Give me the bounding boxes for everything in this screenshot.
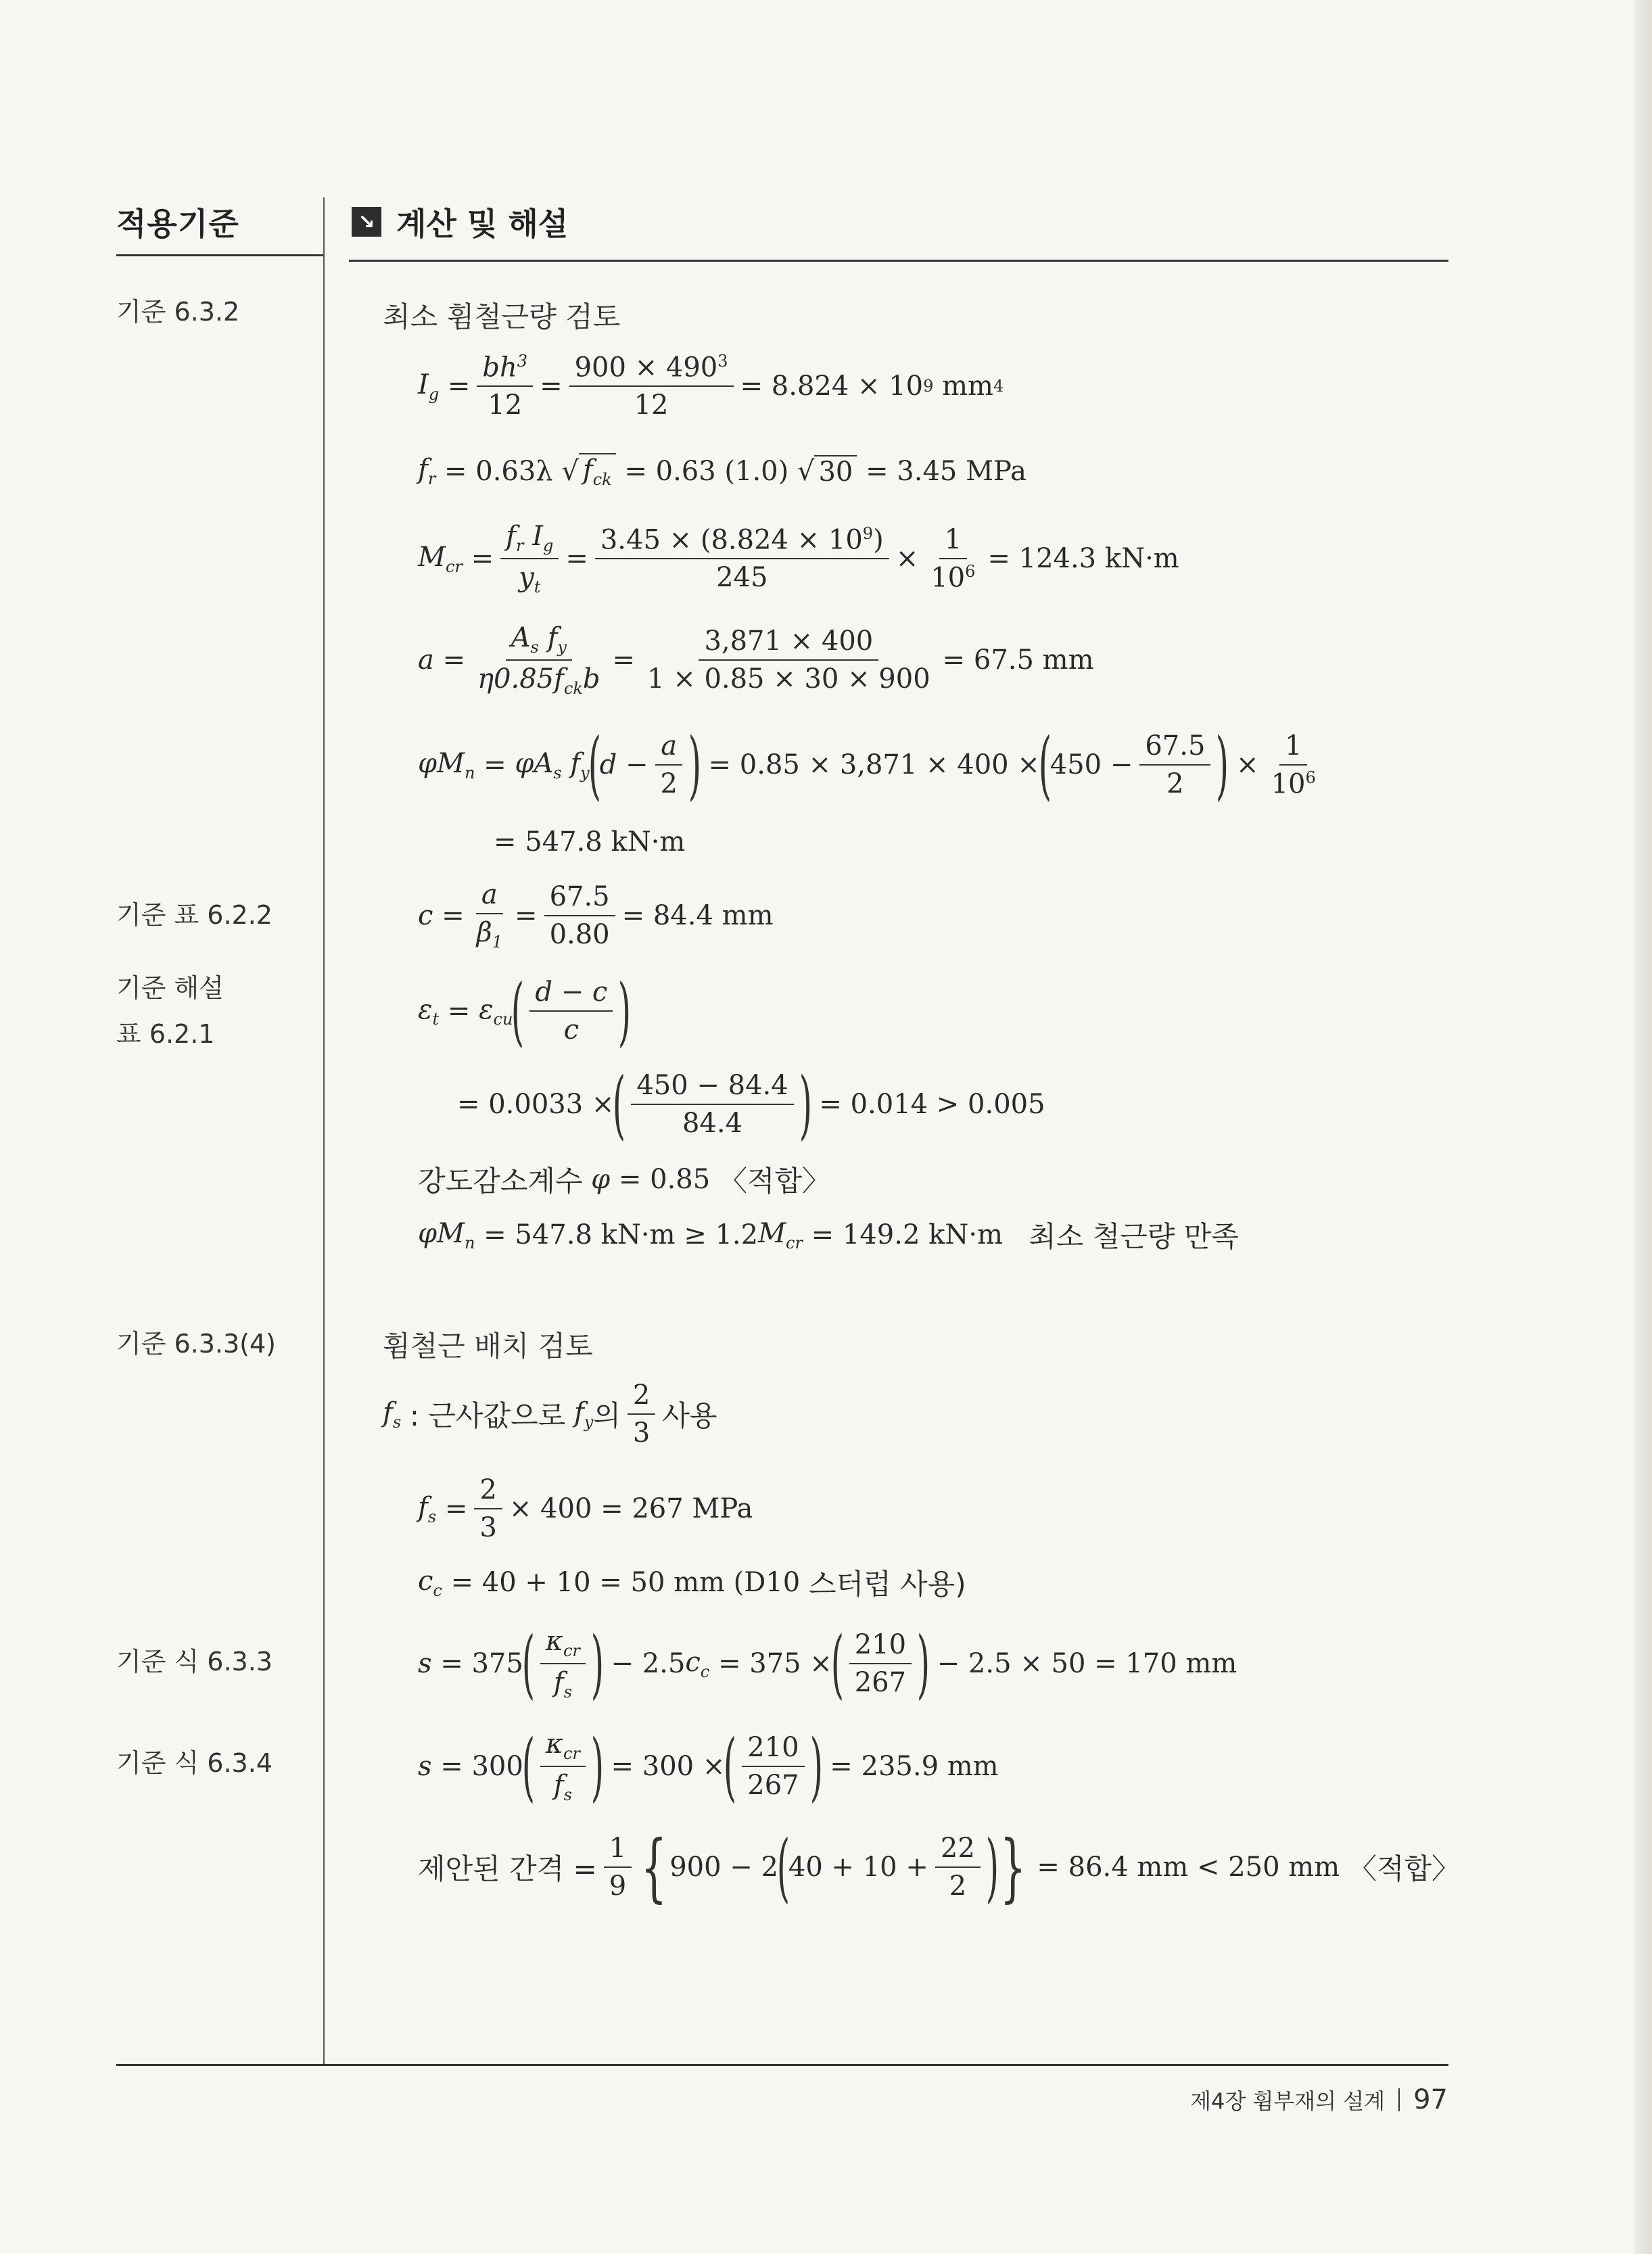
ref-6-3-3-4: 기준 6.3.3(4) — [116, 1329, 277, 1359]
eq-fs-note: $f_s$ : 근사값으로 $f_y$ 의 $\frac{2}{3}$ 사용 — [383, 1380, 717, 1449]
cc-text: = 40 + 10 = 50 mm (D10 — [450, 1567, 801, 1598]
ref-table-6-2-1: 표 6.2.1 — [116, 1019, 215, 1049]
eq-c: c = $\frac{a}{\beta_1}$ = $\frac{67.5}{0.80}$ = 84.4 mm — [418, 879, 774, 952]
s1-den: 267 — [854, 1667, 907, 1698]
page-edge-shadow — [1634, 0, 1652, 2254]
right-header-rule — [349, 260, 1448, 262]
ref-table-6-2-2: 기준 표 6.2.2 — [116, 900, 273, 930]
phi-value: = 0.85 — [618, 1164, 711, 1195]
spacing-body: 900 − 2 — [669, 1852, 778, 1883]
mcr-den2: 245 — [716, 562, 768, 594]
eq-s1: s = 375 ( $\frac{\kappa_{cr}}{f_s}$ ) − 2.5 $c_c$ = 375 × ( $\frac{210}{267}$ ) − 2.5 × 50 = 170 mm — [418, 1620, 1237, 1707]
et-start: = 0.0033 × — [457, 1089, 615, 1120]
spacing-22: 22 — [935, 1833, 981, 1868]
eq-s2: s = 300 ( $\frac{\kappa_{cr}}{f_s}$ ) = 300 × ( $\frac{210}{267}$ ) = 235.9 mm — [418, 1723, 999, 1810]
c-result: = 84.4 mm — [621, 899, 774, 931]
spacing-label: 제안된 간격 = — [418, 1852, 597, 1885]
et-result: = 0.014 > 0.005 — [819, 1089, 1045, 1120]
spacing-2: 2 — [949, 1871, 967, 1902]
s2-num: 210 — [742, 1732, 804, 1767]
ig-frac2: $\frac{900 \times 490^3}{12}$ — [569, 352, 734, 421]
phimn-675: 67.5 — [1139, 730, 1210, 766]
s1-num: 210 — [849, 1629, 912, 1664]
eq-ig: $I_g$ = $\frac{bh^3}{12}$ = $\frac{900 \times 490^3}{12}$ = 8.824 × 10 9 mm 4 — [418, 352, 1004, 421]
left-header-rule — [116, 254, 325, 256]
ig-result: = 8.824 × 10 — [740, 371, 924, 402]
bottom-rule — [116, 2064, 1448, 2066]
check-rest: = 149.2 kN·m — [811, 1219, 1004, 1250]
eq-phi: 강도감소계수 φ = 0.85 〈적합〉 — [418, 1159, 830, 1200]
fr-sqrt-30: 30 — [814, 455, 857, 488]
cc-kr: 스터럽 사용) — [808, 1568, 966, 1601]
ig-frac2-den: 12 — [634, 390, 669, 421]
a-num2: 3,871 × 400 — [699, 626, 878, 661]
eq-mcr: $M_{cr}$ = $\frac{f_r I_g}{y_t}$ = $\frac{3.45 \times (8.824 \times 10^9)}{245}$ × $\frac{1}{10^6}$ = 124.3 kN·m — [418, 521, 1179, 596]
c-num2: 67.5 — [544, 881, 615, 916]
phimn-450: 450 − — [1049, 749, 1133, 780]
eq-check: $\varphi M_n$ = 547.8 kN·m ≥ 1.2 $M_{cr}$ = 149.2 kN·m 최소 철근량 만족 — [418, 1215, 1239, 1255]
eq-et-line2: = 0.0033 × ( $\frac{450 - 84.4}{84.4}$ ) = 0.014 > 0.005 — [457, 1061, 1045, 1148]
mcr-result: = 124.3 kN·m — [987, 543, 1179, 574]
fr-sub: = 0.63 (1.0) — [624, 455, 789, 487]
fs-note-1: : 근사값으로 — [409, 1399, 566, 1432]
s2-end: = 235.9 mm — [830, 1751, 999, 1782]
s1-375: = 375 — [440, 1648, 523, 1679]
footer-divider — [1398, 2088, 1400, 2111]
phimn-mid: = 0.85 × 3,871 × 400 × — [708, 749, 1040, 780]
ig-unit: mm — [942, 371, 993, 402]
eq-fr: $f_r$ = 0.63λ √ $f_{ck}$ = 0.63 (1.0) √ 30 = 3.45 MPa — [418, 454, 1026, 489]
calculation-column-title — [352, 199, 568, 244]
column-divider — [323, 197, 325, 2064]
a-den2: 1 × 0.85 × 30 × 900 — [647, 663, 930, 695]
s2-mid: = 300 × — [611, 1751, 726, 1782]
a-result: = 67.5 mm — [942, 644, 1094, 676]
s1-mid: − 2.5 — [611, 1648, 686, 1679]
criteria-column-title: 적용기준 — [116, 206, 239, 242]
s1-end: − 2.5 × 50 = 170 mm — [937, 1648, 1237, 1679]
ig-frac1-den: 12 — [488, 390, 523, 421]
s2-den: 267 — [747, 1770, 799, 1801]
check-kr: 최소 철근량 만족 — [1029, 1220, 1239, 1253]
ig-frac1: $\frac{bh^3}{12}$ — [477, 352, 533, 421]
phi-ok: 〈적합〉 — [718, 1165, 831, 1198]
page-footer — [1190, 2084, 1448, 2115]
fr-result: = 3.45 MPa — [866, 455, 1026, 487]
spacing-inner: 40 + 10 + — [788, 1852, 928, 1883]
phi-label: 강도감소계수 — [418, 1165, 583, 1198]
fs-note-2: 의 — [593, 1399, 621, 1432]
ref-eq-6-3-4: 기준 식 6.3.4 — [116, 1748, 273, 1778]
eq-a: a = $\frac{A_s f_y}{\eta 0.85f_{ck}b}$ = $\frac{3,871 \times 400}{1 \times 0.85 \times 30 \times 900}$ = 67.5 mm — [418, 622, 1094, 698]
c-den2: 0.80 — [549, 918, 610, 950]
mcr-frac2: $\frac{3.45 \times (8.824 \times 10^9)}{245}$ — [595, 524, 889, 593]
eq-phimn: $\varphi M_n$ = $\varphi A_s$ $f_y$ ( d − $\frac{a}{2}$ ) = 0.85 × 3,871 × 400 × ( 450 − $\frac{67.5}{2}$ ) × $\frac{1}{10^6}$ — [418, 722, 1316, 808]
phimn-2: 2 — [1166, 768, 1184, 799]
page-number: 97 — [1413, 2084, 1448, 2115]
eq-cc: $c_c$ = 40 + 10 = 50 mm (D10 스터럽 사용) — [418, 1562, 966, 1603]
ig-frac2-num: 900 × 490 — [574, 352, 718, 383]
s1-mid2: = 375 × — [717, 1648, 832, 1679]
eq-phimn-result: = 547.8 kN·m — [494, 826, 686, 858]
mcr-frac3: $\frac{1}{10^6}$ — [930, 523, 976, 594]
ig-symbol: I — [418, 369, 429, 400]
eq-spacing: 제안된 간격 = $\frac{1}{9}$ { 900 − 2 ( 40 + 10 + $\frac{22}{2}$ ) } = 86.4 mm < 250 mm 〈적합〉 — [418, 1824, 1461, 1910]
heading-min-rebar: 최소 휨철근량 검토 — [383, 300, 621, 333]
arrow-box-icon: ↘ — [352, 207, 381, 237]
a-frac2 — [642, 626, 936, 695]
eq-et: $\varepsilon_t$ = $\varepsilon_{cu}$ ( $\frac{d - c}{c}$ ) — [418, 968, 632, 1054]
footer-chapter: 제4장 휨부재의 설계 — [1190, 2088, 1386, 2114]
ref-eq-6-3-3: 기준 식 6.3.3 — [116, 1647, 273, 1676]
spacing-result: = 86.4 mm < 250 mm — [1037, 1852, 1340, 1883]
calculation-title-text: 계산 및 해설 — [396, 206, 569, 242]
a-frac1: $\frac{A_s f_y}{\eta 0.85f_{ck}b}$ — [477, 622, 600, 698]
mcr-frac1: $\frac{f_r I_g}{y_t}$ — [500, 521, 559, 596]
fr-coef: = 0.63λ — [444, 455, 553, 487]
heading-rebar-layout: 휨철근 배치 검토 — [383, 1330, 593, 1363]
eq-fs: $f_s$ = $\frac{2}{3}$ × 400 = 267 MPa — [418, 1474, 753, 1543]
ig-frac1-num: bh — [482, 352, 517, 383]
ref-6-3-2: 기준 6.3.2 — [116, 297, 240, 327]
fs-rest: × 400 = 267 MPa — [509, 1493, 753, 1524]
spacing-ok: 〈적합〉 — [1348, 1852, 1461, 1885]
et-den: 84.4 — [682, 1108, 743, 1139]
check-text: = 547.8 kN·m ≥ 1.2 — [483, 1219, 759, 1250]
fs-note-3: 사용 — [662, 1399, 717, 1432]
ref-commentary: 기준 해설 — [116, 973, 224, 1003]
mcr-num2: 3.45 × (8.824 × 10 — [600, 524, 863, 556]
s2-300: = 300 — [440, 1751, 523, 1782]
et-num: 450 − 84.4 — [631, 1070, 793, 1105]
